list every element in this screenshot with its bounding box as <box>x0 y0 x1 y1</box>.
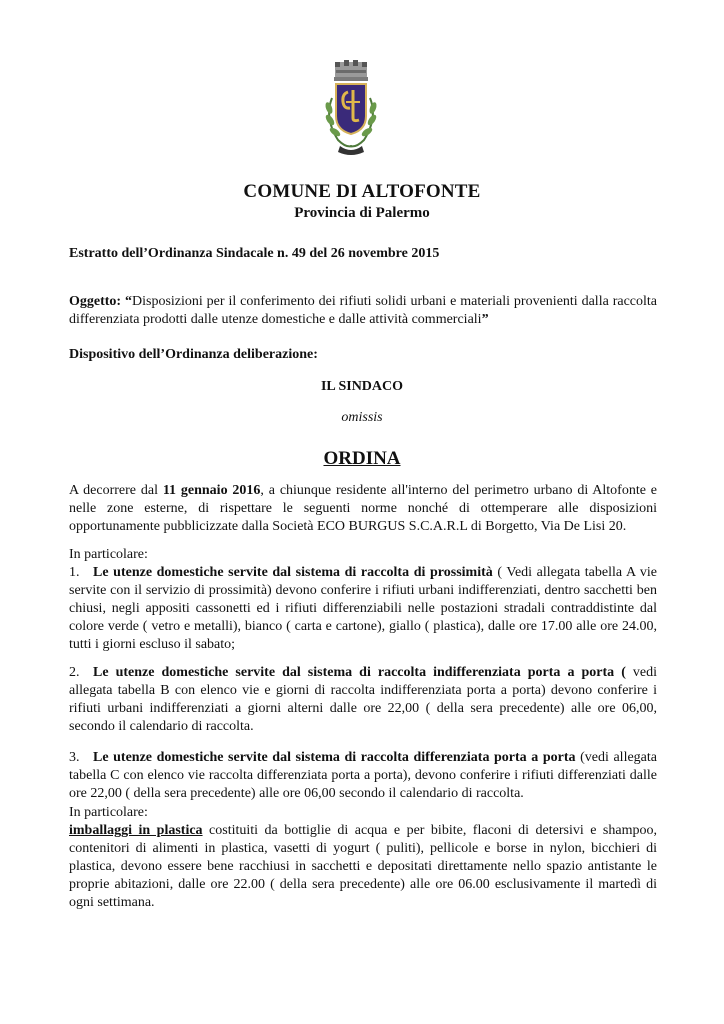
intro-date: 11 gennaio 2016 <box>162 483 261 498</box>
coat-of-arms-icon <box>316 58 386 162</box>
plastic-label: imballaggi in plastica <box>69 823 203 838</box>
municipality-title: COMUNE DI ALTOFONTE <box>243 181 481 202</box>
list-item-2 <box>69 664 657 736</box>
list-item-bold: Le utenze domestiche servite dal sistema di raccolta di prossimità <box>93 565 493 580</box>
list-item-bold: Le utenze domestiche servite dal sistema di raccolta indifferenziata porta a porta ( <box>93 665 626 680</box>
province-subtitle: Provincia di Palermo <box>294 205 430 221</box>
subject-text: Disposizioni per il conferimento dei rifiuti solidi urbani e materiali provenienti dalla raccolta differenziata prodotti dalle utenze domestiche e dalle attività commerciali <box>69 294 657 327</box>
subject-quote-close: ” <box>481 312 489 327</box>
in-particolare-label-2: In particolare: <box>69 805 148 820</box>
list-item-number: 3. <box>69 750 80 765</box>
list-item-3 <box>69 749 657 803</box>
omissis-text: omissis <box>341 410 383 425</box>
intro-paragraph <box>69 482 657 536</box>
extract-line: Estratto dell’Ordinanza Sindacale n. 49 del 26 novembre 2015 <box>69 246 440 261</box>
subject-quote-open: “ <box>125 294 132 309</box>
subject-label: Oggetto: <box>69 294 122 309</box>
list-item-number: 1. <box>69 565 80 580</box>
ordina-heading: ORDINA <box>323 448 401 469</box>
list-item-number: 2. <box>69 665 80 680</box>
list-item-bold: Le utenze domestiche servite dal sistema di raccolta differenziata porta a porta <box>93 750 576 765</box>
subject-paragraph <box>69 293 657 329</box>
list-item-1 <box>69 564 657 654</box>
intro-after: , a chiunque residente all'interno del perimetro urbano di Altofonte e nelle zone esterne, di rispettare le seguenti norme nonché di ottemperare alle disposizioni opportunamente pubblicizzate dalla Società ECO BURGUS S.C.A.R.L di Borgetto, Via De Lisi 20. <box>69 483 657 534</box>
in-particolare-label: In particolare: <box>69 547 148 562</box>
list-item-text: ( Vedi allegata tabella A vie servite con il servizio di prossimità) devono conferire i rifiuti urbani indifferenziati, dentro sacchetti ben chiusi, negli appositi cassonetti ed i rifiuti differenziabili nelle postazioni stradali contraddistinte dal colore verde ( vetro e metalli), bianco ( carta e cartone), giallo ( plastica), dalle ore 17.00 alle ore 24.00, tutti i giorni escluso il sabato; <box>69 565 657 652</box>
plastic-text: costituiti da bottiglie di acqua e per bibite, flaconi di detersivi e shampoo, contenitori di alimenti in plastica, vasetti di yogurt ( puliti), pellicole e borse in nylon, bicchieri di plastica, devono essere bene racchiusi in sacchetti e depositati direttamente nello spazio antistante le proprie abitazioni, dalle ore 22.00 ( della sera precedente) alle ore 06.00 esclusivamente il martedì di ogni settimana. <box>69 823 657 910</box>
list-item-text: (vedi allegata tabella C con elenco vie raccolta differenziata porta a porta), devono conferire i rifiuti differenziati dalle ore 22,00 ( della sera precedente) alle ore 06,00 secondo il calendario di raccolta. <box>69 750 657 801</box>
intro-before: A decorrere dal <box>69 483 163 498</box>
dispositivo-heading: Dispositivo dell’Ordinanza deliberazione: <box>69 347 318 362</box>
sindaco-heading: IL SINDACO <box>320 379 404 394</box>
list-item-text: vedi allegata tabella B con elenco vie e giorni di raccolta indifferenziata porta a porta) devono conferire i rifiuti urbani indifferenziati a giorni alterni dalle ore 22,00 ( della sera precedente) alle ore 06,00, secondo il calendario di raccolta. <box>69 665 657 734</box>
plastic-paragraph <box>69 822 657 912</box>
